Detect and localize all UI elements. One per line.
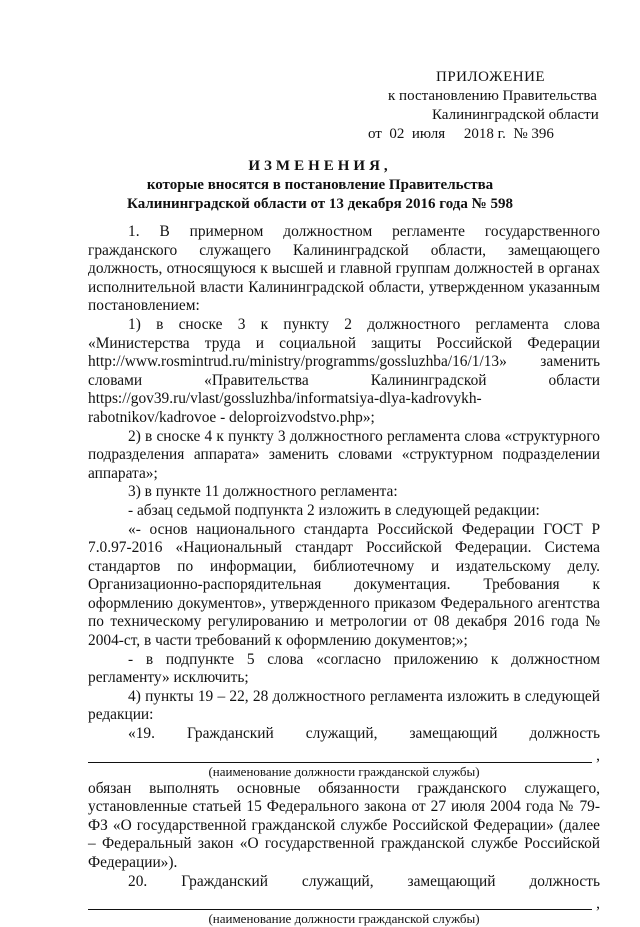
position-blank-line-2 — [88, 891, 600, 912]
paragraph-8: 4) пункты 19 – 22, 28 должностного регламента изложить в следующей редакции: — [88, 687, 600, 724]
blank-comma-2: , — [596, 894, 600, 912]
paragraph-5: - абзац седьмой подпункта 2 изложить в следующей редакции: — [128, 501, 540, 519]
blank-comma-1: , — [596, 747, 600, 765]
paragraph-10: обязан выполнять основные обязанности гражданского служащего, установленные статьей 15 Федерального закона от 27 июля 2004 года № 79-ФЗ «О государственной гражданской службе Российской Федерации» (далее – Федеральный закон «О государственной гражданской службе Российской Федерации»). — [88, 779, 600, 871]
paragraph-3: 2) в сноске 4 к пункту 3 должностного регламента слова «структурного подразделения аппарата» заменить словами «структурном подразделении аппарата»; — [88, 427, 600, 482]
document-body — [88, 223, 600, 927]
blank-caption-2: (наименование должности гражданской службы) — [208, 911, 480, 927]
document-heading — [90, 157, 550, 214]
appendix-line-1: к постановлению Правительства — [388, 88, 597, 104]
heading-title: ИЗМЕНЕНИЯ, — [248, 158, 392, 174]
heading-line-2: Калининградской области от 13 декабря 2016 года № 598 — [127, 196, 513, 212]
paragraph-7: - в подпункте 5 слова «согласно приложению к должностном регламенту» исключить; — [88, 650, 600, 687]
paragraph-6: «- основ национального стандарта Российской Федерации ГОСТ Р 7.0.97-2016 «Национальный стандарт Российской Федерации. Система стандартов по информации, библиотечному и издательскому делу. Организационно-распорядительная документация. Требования к оформлению документов», утвержденного приказом Федерального агентства по техническому регулированию и метрологии от 08 декабря 2016 года № 2004-ст, в части требований к оформлению документов;»; — [88, 520, 600, 650]
appendix-line-2: Калининградской области — [432, 107, 599, 123]
appendix-title: ПРИЛОЖЕНИЕ — [436, 69, 546, 85]
heading-line-1: которые вносятся в постановление Правительства — [146, 177, 494, 193]
position-blank-line-1 — [88, 744, 600, 765]
paragraph-4: 3) в пункте 11 должностного регламента: — [128, 483, 398, 501]
appendix-block — [368, 68, 630, 144]
paragraph-2: 1) в сноске 3 к пункту 2 должностного регламента слова «Министерства труда и социальной защиты Российской Федерации http://www.rosmintrud.ru/ministry/programms/gossluzhba/16/1/13» заменить словами «Правительства Калининградской области https://gov39.ru/vlast/gossluzhba/informatsiya-dlya-kadrovykh-rabotnikov/kadrovoe - deloproizvodstvo.php»; — [88, 315, 600, 426]
appendix-line-3: от 02 июля 2018 г. № 396 — [368, 126, 554, 142]
paragraph-9: «19. Гражданский служащий, замещающий должность — [128, 725, 600, 743]
paragraph-1: 1. В примерном должностном регламенте государственного гражданского служащего Калининградской области, замещающего должность, относящуюся к высшей и главной группам должностей в органах исполнительной власти Калининградской области, утвержденном указанным постановлением: — [88, 223, 600, 315]
blank-caption-1: (наименование должности гражданской службы) — [208, 763, 480, 779]
paragraph-11: 20. Гражданский служащий, замещающий должность — [128, 872, 600, 890]
